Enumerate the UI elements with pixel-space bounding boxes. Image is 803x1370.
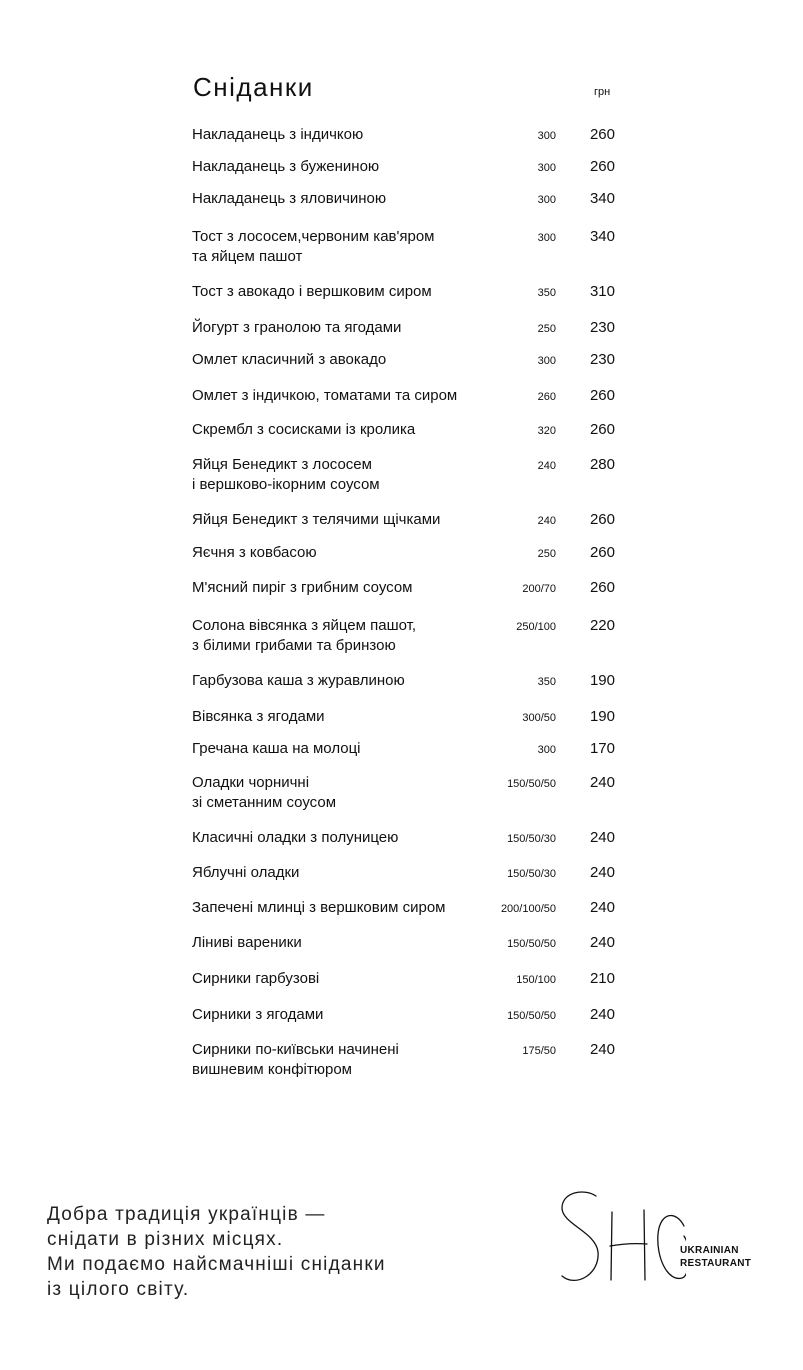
page-title: Сніданки — [193, 72, 314, 102]
menu-item — [192, 227, 622, 267]
item-name: Солона вівсянка з яйцем пашот, з білими грибами та бринзою — [192, 617, 416, 654]
menu-item — [192, 1005, 622, 1045]
item-price: 190 — [589, 672, 615, 689]
item-price: 210 — [589, 970, 615, 987]
item-weight: 300 — [537, 232, 556, 244]
item-weight: 350 — [537, 287, 556, 299]
item-weight: 150/50/30 — [507, 868, 556, 880]
item-name: Ліниві вареники — [192, 934, 302, 951]
item-weight: 300 — [537, 130, 556, 142]
sho-logo-mark — [556, 1188, 686, 1292]
menu-item — [192, 455, 622, 495]
item-weight: 300 — [537, 355, 556, 367]
item-price: 340 — [589, 228, 615, 245]
menu-item — [192, 350, 622, 390]
item-name: Тост з лососем,червоним кав'яром та яйцем пашот — [192, 228, 435, 265]
menu-item — [192, 578, 622, 618]
item-price: 310 — [589, 283, 615, 300]
item-price: 240 — [589, 934, 615, 951]
item-name: Гречана каша на молоці — [192, 740, 361, 757]
item-weight: 240 — [537, 460, 556, 472]
item-weight: 150/50/50 — [507, 938, 556, 950]
item-name: Яблучні оладки — [192, 864, 300, 881]
item-name: Скрембл з сосисками із кролика — [192, 421, 416, 438]
item-name: Вівсянка з ягодами — [192, 708, 325, 725]
currency-label: грн — [594, 86, 611, 98]
item-name: Сирники гарбузові — [192, 970, 320, 987]
item-price: 260 — [589, 544, 615, 561]
item-weight: 175/50 — [522, 1045, 556, 1057]
item-price: 190 — [589, 708, 615, 725]
item-price: 240 — [589, 864, 615, 881]
tagline-line: Добра традиція українців — — [47, 1204, 326, 1225]
logo-line-2: RESTAURANT — [680, 1258, 752, 1269]
item-weight: 250 — [537, 548, 556, 560]
restaurant-logo — [556, 1188, 766, 1292]
item-price: 260 — [589, 158, 615, 175]
item-price: 220 — [589, 617, 615, 634]
item-name: Сирники по-київськи начинені вишневим конфітюром — [192, 1041, 399, 1078]
item-name: Оладки чорничні зі сметанним соусом — [192, 774, 337, 811]
item-price: 240 — [589, 774, 615, 791]
item-price: 230 — [589, 319, 615, 336]
item-price: 260 — [589, 421, 615, 438]
item-weight: 260 — [537, 391, 556, 403]
menu-item — [192, 671, 622, 711]
menu-item — [192, 933, 622, 973]
logo-subtitle — [680, 1244, 751, 1270]
item-price: 240 — [589, 899, 615, 916]
item-weight: 200/70 — [522, 583, 556, 595]
item-name: Омлет класичний з авокадо — [192, 351, 387, 368]
item-name: Накладанець з індичкою — [192, 126, 364, 143]
item-weight: 150/100 — [516, 974, 556, 986]
menu-item — [192, 616, 622, 656]
item-price: 240 — [589, 1041, 615, 1058]
item-price: 280 — [589, 456, 615, 473]
item-weight: 200/100/50 — [500, 903, 556, 915]
menu-item — [192, 189, 622, 229]
menu-item — [192, 969, 622, 1009]
tagline-line: із цілого світу. — [47, 1279, 190, 1300]
menu-item — [192, 773, 622, 813]
item-price: 240 — [589, 1006, 615, 1023]
item-weight: 240 — [537, 515, 556, 527]
menu-item — [192, 863, 622, 903]
item-price: 170 — [589, 740, 615, 757]
item-name: Яєчня з ковбасою — [192, 544, 317, 561]
item-price: 260 — [589, 579, 615, 596]
menu-item — [192, 828, 622, 868]
item-price: 340 — [589, 190, 615, 207]
tagline — [47, 1202, 386, 1302]
tagline-line: снідати в різних місцях. — [47, 1229, 284, 1250]
item-weight: 250/100 — [516, 621, 556, 633]
item-name: Класичні оладки з полуницею — [192, 829, 399, 846]
item-weight: 300 — [537, 194, 556, 206]
item-name: Яйця Бенедикт з телячими щічками — [192, 511, 441, 528]
item-name: Сирники з ягодами — [192, 1006, 324, 1023]
item-name: Тост з авокадо і вершковим сиром — [192, 283, 432, 300]
item-price: 240 — [589, 829, 615, 846]
menu-item — [192, 898, 622, 938]
item-weight: 300/50 — [522, 712, 556, 724]
item-weight: 350 — [537, 676, 556, 688]
item-weight: 300 — [537, 744, 556, 756]
item-name: М'ясний пиріг з грибним соусом — [192, 579, 413, 596]
tagline-line: Ми подаємо найсмачніші сніданки — [47, 1254, 386, 1275]
item-weight: 320 — [537, 425, 556, 437]
menu-item — [192, 282, 622, 322]
item-name: Омлет з індичкою, томатами та сиром — [192, 387, 458, 404]
item-price: 260 — [589, 387, 615, 404]
menu-item — [192, 543, 622, 583]
item-weight: 250 — [537, 323, 556, 335]
item-price: 260 — [589, 511, 615, 528]
item-price: 260 — [589, 126, 615, 143]
item-name: Йогурт з гранолою та ягодами — [192, 319, 402, 336]
menu-item — [192, 420, 622, 460]
item-weight: 150/50/50 — [507, 778, 556, 790]
item-weight: 150/50/30 — [507, 833, 556, 845]
item-name: Накладанець з бужениною — [192, 158, 380, 175]
item-weight: 300 — [537, 162, 556, 174]
logo-line-1: UKRAINIAN — [680, 1245, 739, 1256]
item-name: Запечені млинці з вершковим сиром — [192, 899, 446, 916]
item-name: Гарбузова каша з журавлиною — [192, 672, 405, 689]
item-price: 230 — [589, 351, 615, 368]
menu-item — [192, 1040, 622, 1080]
item-name: Яйця Бенедикт з лососем і вершково-ікорним соусом — [192, 456, 380, 493]
item-weight: 150/50/50 — [507, 1010, 556, 1022]
item-name: Накладанець з яловичиною — [192, 190, 387, 207]
